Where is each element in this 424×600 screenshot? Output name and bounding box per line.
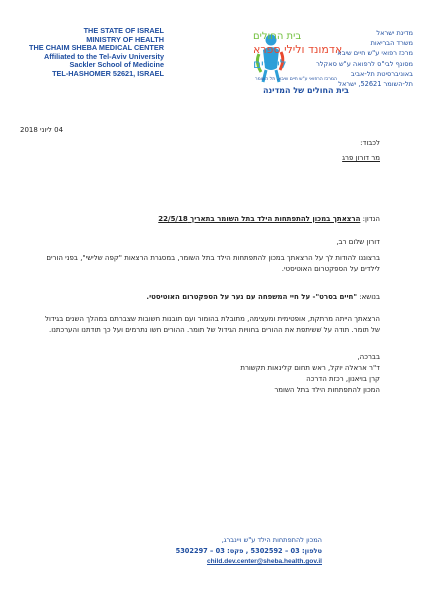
subject-label: הנדון:	[362, 215, 380, 223]
closing: בברכה,	[357, 353, 380, 361]
logo-line: בית החולים	[253, 31, 302, 42]
letterhead-he-line: משרד הבריאות	[370, 39, 413, 48]
letterhead-english	[12, 27, 164, 79]
signatory-2: קרן בויאנון, רכזת הדרכה	[306, 375, 380, 383]
letterhead-en-line: TEL-HASHOMER 52621, ISRAEL	[52, 68, 164, 78]
to-label: לכבוד:	[360, 139, 380, 147]
letterhead-en-line: Sackler School of Medicine	[69, 60, 164, 70]
hospital-logo	[167, 24, 349, 104]
signatory-1: ד"ר אראלה יוקל, ראש תחום קלינאות תקשורת	[240, 364, 380, 372]
logo-line: אדמונד ולילי ספרא	[253, 43, 343, 56]
letterhead-en-line: THE STATE OF ISRAEL	[83, 26, 164, 35]
letterhead-en-line: THE CHAIM SHEBA MEDICAL CENTER	[29, 43, 164, 53]
letterhead-he-line: באוניברסיטת תל-אביב	[350, 69, 413, 78]
signature-block	[240, 352, 380, 396]
letterhead-he-line: מרכז רפואי ע"ש חיים שיבא	[337, 49, 413, 58]
letterhead-he-line: מסונף לבי"ס לרפואה ע"ש סאקלר	[316, 59, 413, 68]
paragraph-praise: הרצאתך הייתה מרתקת, אופטימית ומעצימה, מתובלת בהומור ועם תובנות חשובות שצברתם במהלך השנים בגידול של תומר. תודה על שׁשיתפת את ההורים בחוויות הגידול של תומר. ההורים חשו נתרמים ועל כך תודתנו והערכתנו.	[45, 315, 380, 334]
letterhead-hebrew	[288, 28, 413, 89]
recipient-name: מר דורון פרג	[342, 154, 380, 162]
logo-line: לילדים	[253, 57, 287, 71]
footer-phones: טלפון: 03 – 5302592 , פקס: 03 – 5302297	[175, 546, 322, 555]
logo-line: המרכז הרפואי ע"ש חיים שיבא, תל השומר	[255, 77, 337, 82]
subject-line	[158, 215, 380, 223]
letterhead-en-line: Affiliated to the Tel-Aviv University	[43, 51, 164, 61]
signatory-institution: המכון להתפתחות הילד בתל השומר	[274, 386, 380, 394]
footer	[176, 535, 322, 568]
paragraph-thanks: ברצוננו להודות לך על הרצאתך במכון להתפתחות הילד בתל השומר, במסגרת הרצאות "קפה שלישי", בפני הורים לילדים על הספקטרום האוטיסטי.	[46, 254, 380, 273]
topic-value: "חיים בסרט"- על חיי המשפחה עם נער על הספקטרום האוטיסטי.	[146, 293, 357, 301]
footer-institution: המכון להתפתחות הילד ע"ש ויינברג,	[221, 536, 322, 544]
letterhead-he-line: תל-השומר 52621, ישראל	[338, 80, 413, 89]
greeting: דורון שלום רב,	[336, 238, 380, 246]
letterhead-en-line: MINISTRY OF HEALTH	[86, 34, 164, 44]
subject-value: הרצאתך במכון להתפתחות הילד בתל השומר בתאריך 22/5/18	[158, 215, 361, 223]
letterhead-he-line: מדינת ישראל	[376, 29, 413, 37]
footer-email-link[interactable]: child.dev.center@sheba.health.gov.il	[206, 558, 322, 565]
letter-date: 04 ליוני 2018	[20, 126, 64, 134]
topic-label: בנושא:	[359, 293, 380, 301]
logo-line: בית החולים של המדינה	[263, 86, 349, 95]
topic-line	[146, 293, 380, 301]
